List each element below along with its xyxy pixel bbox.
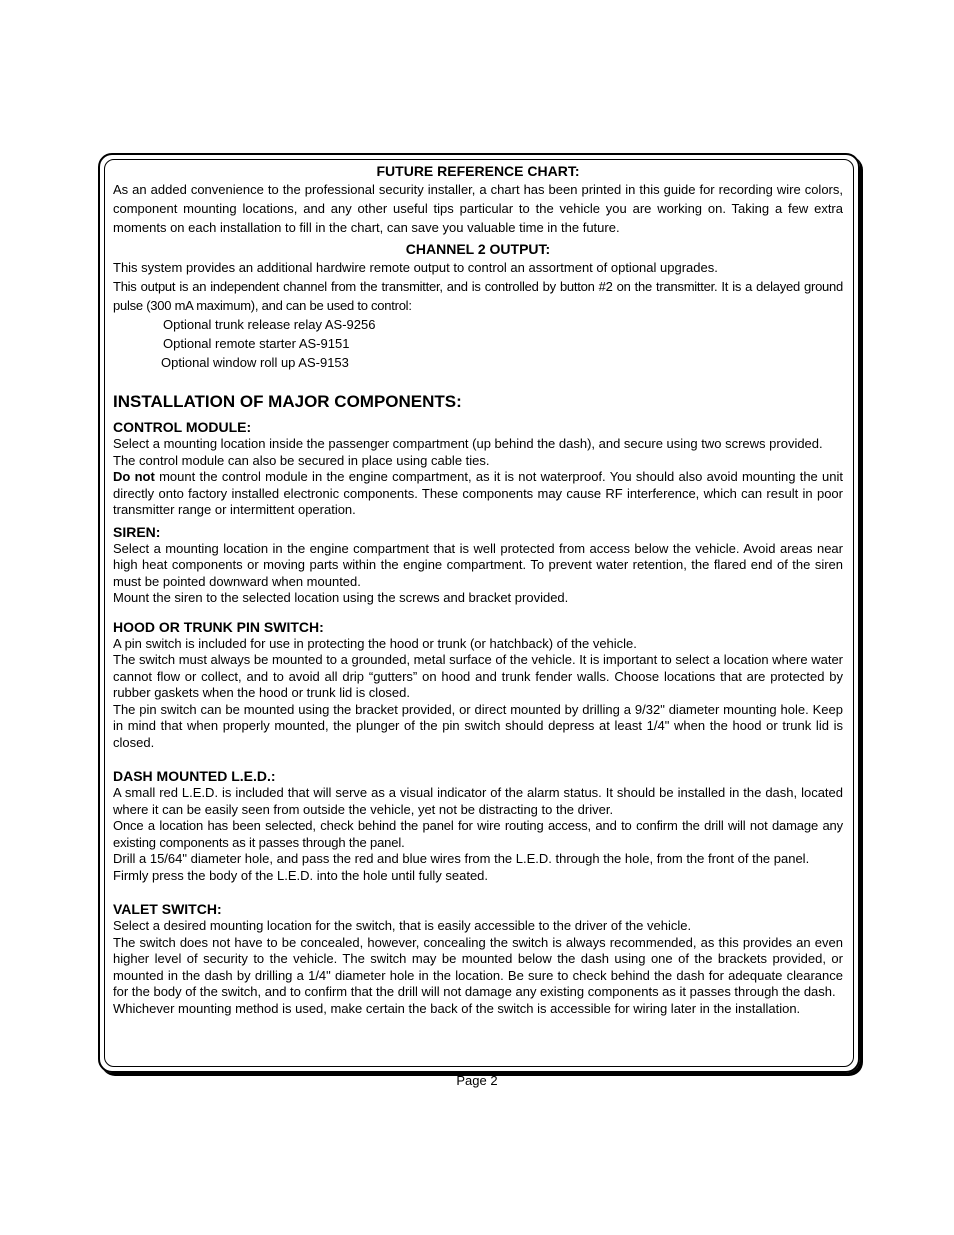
future-reference-heading: FUTURE REFERENCE CHART: — [376, 163, 580, 179]
dash-led-text-3: Drill a 15/64" diameter hole, and pass the red and blue wires from the L.E.D. through the hole, from the front of the panel. — [113, 851, 810, 866]
siren-text-2: Mount the siren to the selected location using the screws and bracket provided. — [113, 590, 569, 605]
do-not-bold: Do not — [113, 469, 155, 484]
page-content — [113, 162, 843, 1017]
channel2-heading: CHANNEL 2 OUTPUT: — [405, 241, 551, 257]
channel2-item-starter: Optional remote starter AS-9151 — [163, 336, 350, 351]
control-module-text-2: The control module can also be secured in place using cable ties. — [113, 452, 490, 468]
control-module-text-3 — [113, 469, 843, 519]
channel2-item-trunk: Optional trunk release relay AS-9256 — [163, 317, 376, 332]
valet-switch-text-2: The switch does not have to be concealed, however, concealing the switch is always recommended, as this provides an even higher level of security to the vehicle. The switch may be mounted below the dash using one of the brackets provided, or mounted in the dash by drilling a 1/4" diameter hole in the location. Be sure to check behind the dash for adequate clearance for the body of the switch, and to confirm that the drill will not damage any existing components as it passes through the dash. — [113, 934, 843, 999]
dash-led-text-2: Once a location has been selected, check behind the panel for wire routing access, and to confirm the drill will not damage any existing components as it passes through the panel. — [113, 818, 843, 850]
valet-switch-heading: VALET SWITCH: — [113, 901, 222, 917]
siren-text-1: Select a mounting location in the engine compartment that is well protected from access below the vehicle. Avoid areas near high heat components or moving parts within the engine compartment. To prevent water retention, the flared end of the siren must be pointed downward when mounted. — [113, 540, 843, 589]
future-reference-text: As an added convenience to the professional security installer, a chart has been printed in this guide for recording wire colors, component mounting locations, and any other useful tips particular to the vehicle you are working on. Taking a few extra moments on each installation to fill in the chart, can save you valuable time in the future. — [113, 182, 843, 235]
installation-heading: INSTALLATION OF MAJOR COMPONENTS: — [113, 392, 462, 411]
control-module-text-1: Select a mounting location inside the passenger compartment (up behind the dash), and secure using two screws provided. — [113, 436, 823, 451]
dash-led-text-4: Firmly press the body of the L.E.D. into the hole until fully seated. — [113, 867, 489, 883]
siren-heading: SIREN: — [113, 523, 161, 540]
pin-switch-text-1: A pin switch is included for use in protecting the hood or trunk (or hatchback) of the vehicle. — [113, 635, 637, 651]
channel2-description: This output is an independent channel from the transmitter, and is controlled by button #2 on the transmitter. It is a delayed ground pulse (300 mA maximum), and can be used to control: — [113, 279, 843, 313]
valet-switch-text-3: Whichever mounting method is used, make certain the back of the switch is accessible for wiring later in the installation. — [113, 1000, 801, 1016]
page-number: Page 2 — [456, 1073, 498, 1088]
control-module-text-3-rest: mount the control module in the engine compartment, as it is not waterproof. You should also avoid mounting the unit directly onto factory installed electronic components. These components may cause RF interference, which can result in poor transmitter range or intermittent operation. — [113, 469, 844, 517]
pin-switch-heading: HOOD OR TRUNK PIN SWITCH: — [113, 618, 324, 635]
pin-switch-text-2: The switch must always be mounted to a grounded, metal surface of the vehicle. It is important to select a location where water cannot flow or collect, and to avoid all drip “gutters” on hood and trunk fender walls. Choose locations that are protected by rubber gaskets when the hood or trunk lid is closed. — [113, 652, 843, 700]
dash-led-text-1: A small red L.E.D. is included that will serve as a visual indicator of the alarm status. It should be installed in the dash, located where it can be easily seen from outside the vehicle, yet not be distracting to the driver. — [113, 785, 843, 817]
pin-switch-text-3: The pin switch can be mounted using the bracket provided, or direct mounted by drilling a 9/32" diameter mounting hole. Keep in mind that when properly mounted, the plunger of the pin switch should depress at least 1/4" when the hood or trunk lid is closed. — [113, 701, 843, 750]
dash-led-heading: DASH MOUNTED L.E.D.: — [113, 768, 276, 784]
channel2-intro: This system provides an additional hardwire remote output to control an assortment of optional upgrades. — [113, 260, 718, 275]
valet-switch-text-1: Select a desired mounting location for the switch, that is easily accessible to the driver of the vehicle. — [113, 918, 692, 933]
channel2-item-window: Optional window roll up AS-9153 — [161, 355, 349, 370]
control-module-heading: CONTROL MODULE: — [113, 419, 252, 435]
